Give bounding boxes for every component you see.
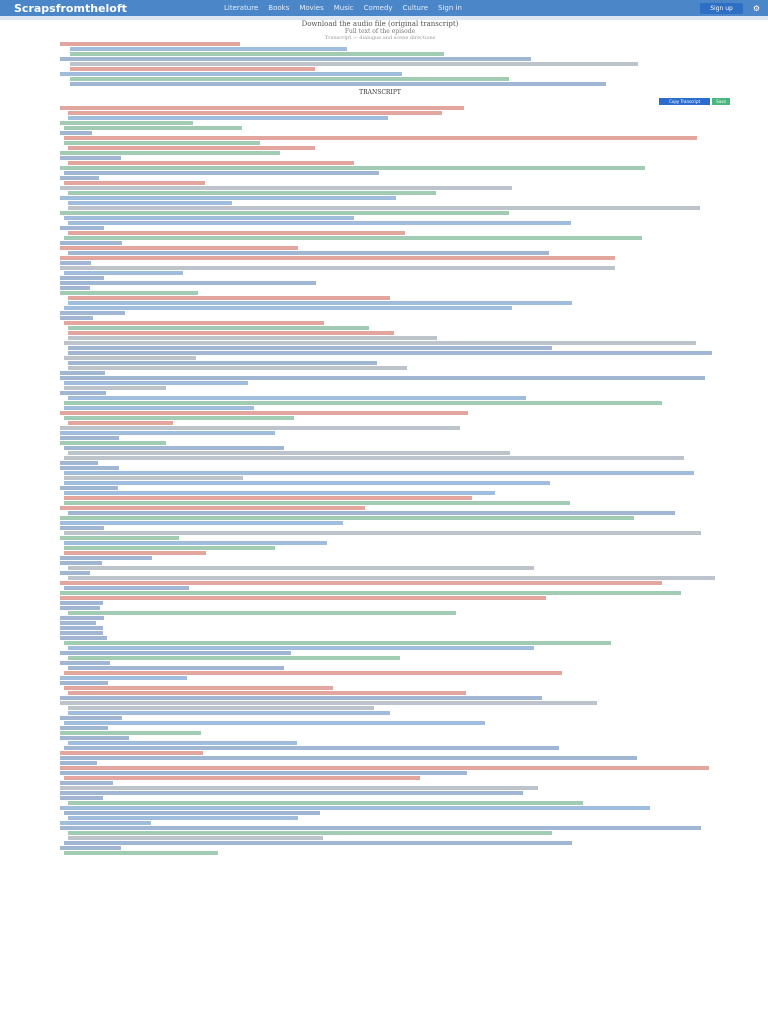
transcript-line [60, 786, 538, 790]
transcript-line [68, 111, 442, 115]
copy-transcript-button[interactable]: Copy Transcript [659, 98, 710, 105]
transcript-line [60, 441, 166, 445]
transcript-line [60, 151, 280, 155]
transcript-line [60, 291, 198, 295]
speaker-header [60, 286, 90, 290]
article-title: Download the audio file (original transcript) [301, 20, 459, 28]
transcript-line [68, 396, 526, 400]
save-button[interactable]: Save [712, 98, 730, 105]
transcript-line [60, 186, 512, 190]
speaker-header [60, 571, 90, 575]
transcript-line [64, 551, 206, 555]
transcript-line [64, 686, 333, 690]
speaker-header [60, 486, 118, 490]
article-content [30, 20, 730, 1024]
transcript-line [64, 546, 275, 550]
transcript-line [60, 166, 645, 170]
speaker-header [60, 606, 100, 610]
transcript-line [64, 446, 284, 450]
transcript-line [60, 431, 275, 435]
transcript-heading: TRANSCRIPT [359, 89, 401, 96]
transcript-line [60, 42, 240, 46]
transcript-line [60, 211, 509, 215]
transcript-line [68, 611, 456, 615]
transcript-line [60, 826, 701, 830]
transcript-line [60, 266, 615, 270]
speaker-header [60, 636, 107, 640]
speaker-header [60, 796, 103, 800]
transcript-line [68, 741, 297, 745]
speaker-header [60, 311, 125, 315]
speaker-header [60, 761, 97, 765]
transcript-line [60, 516, 634, 520]
transcript-line [68, 231, 405, 235]
transcript-line [60, 57, 531, 61]
transcript-line [64, 841, 572, 845]
transcript-line [64, 236, 642, 240]
transcript-line [70, 67, 315, 71]
transcript-line [64, 401, 662, 405]
nav-item-culture[interactable]: Culture [402, 4, 429, 12]
transcript-line [68, 201, 232, 205]
transcript-line [64, 456, 684, 460]
speaker-header [60, 391, 106, 395]
transcript-line [68, 116, 388, 120]
speaker-header [60, 371, 105, 375]
transcript-line [70, 62, 638, 66]
transcript-line [64, 641, 611, 645]
speaker-header [60, 726, 108, 730]
transcript-line [64, 776, 420, 780]
site-logo[interactable]: Scrapsfromtheloft [14, 1, 127, 15]
transcript-line [60, 696, 542, 700]
transcript-line [68, 326, 369, 330]
nav-item-comedy[interactable]: Comedy [363, 4, 393, 12]
transcript-line [64, 476, 243, 480]
transcript-line [60, 256, 615, 260]
speaker-header [60, 661, 110, 665]
nav-item-movies[interactable]: Movies [299, 4, 324, 12]
transcript-line [60, 591, 681, 595]
speaker-header [60, 631, 103, 635]
transcript-line [68, 816, 298, 820]
transcript-line [64, 271, 183, 275]
transcript-line [60, 106, 464, 110]
transcript-line [60, 806, 650, 810]
transcript-line [68, 421, 173, 425]
transcript-line [68, 801, 583, 805]
transcript-line [60, 426, 460, 430]
speaker-header [60, 436, 119, 440]
transcript-upper [30, 42, 730, 86]
transcript-line [68, 206, 700, 210]
speaker-header [60, 466, 119, 470]
speaker-header [60, 716, 122, 720]
transcript-line [68, 191, 436, 195]
speaker-header [60, 736, 129, 740]
signup-button[interactable]: Sign up [700, 3, 743, 14]
speaker-header [60, 176, 99, 180]
transcript-line [64, 496, 472, 500]
transcript-line [70, 82, 606, 86]
transcript-line [60, 651, 291, 655]
transcript-line [60, 766, 709, 770]
nav-item-music[interactable]: Music [333, 4, 354, 12]
transcript-line [68, 691, 466, 695]
transcript-line [64, 541, 327, 545]
transcript-line [64, 481, 550, 485]
transcript-line [64, 181, 205, 185]
transcript-actions [30, 98, 730, 105]
speaker-header [60, 616, 104, 620]
speaker-header [60, 621, 96, 625]
speaker-header [60, 626, 103, 630]
transcript-line [64, 216, 354, 220]
transcript-line [70, 77, 509, 81]
transcript-line [64, 406, 254, 410]
transcript-line [60, 246, 298, 250]
transcript-line [60, 581, 662, 585]
transcript-line [68, 346, 552, 350]
transcript-line [60, 791, 523, 795]
transcript-line [68, 251, 549, 255]
transcript-line [64, 321, 324, 325]
transcript-line [60, 411, 468, 415]
transcript-line [60, 821, 151, 825]
transcript-line [70, 52, 444, 56]
speaker-header [60, 156, 121, 160]
transcript-line [64, 531, 701, 535]
speaker-header [60, 561, 102, 565]
transcript-line [60, 196, 396, 200]
transcript-line [60, 72, 402, 76]
transcript-line [64, 416, 294, 420]
transcript-line [68, 511, 675, 515]
transcript-line [68, 296, 390, 300]
transcript-line [64, 501, 570, 505]
transcript-line [60, 756, 637, 760]
transcript-line [64, 306, 512, 310]
transcript-line [68, 361, 377, 365]
transcript-line [68, 576, 715, 580]
transcript-line [64, 811, 320, 815]
speaker-header [60, 241, 122, 245]
transcript-line [68, 351, 712, 355]
transcript-line [70, 47, 347, 51]
gear-icon[interactable]: ⚙ [752, 3, 760, 13]
transcript-line [64, 671, 562, 675]
transcript-line [64, 721, 485, 725]
transcript-line [60, 121, 193, 125]
transcript-line [60, 751, 203, 755]
transcript-line [64, 851, 218, 855]
nav-item-literature[interactable]: Literature [224, 4, 259, 12]
transcript-line [68, 146, 315, 150]
transcript-line [64, 136, 697, 140]
transcript-line [64, 491, 495, 495]
nav-item-signin[interactable]: Sign in [438, 4, 462, 12]
speaker-header [60, 526, 104, 530]
transcript-line [60, 731, 201, 735]
speaker-header [60, 131, 92, 135]
speaker-header [60, 781, 113, 785]
transcript-line [68, 336, 437, 340]
transcript-line [68, 711, 390, 715]
transcript-line [64, 586, 189, 590]
transcript-line [60, 521, 343, 525]
transcript-line [68, 451, 510, 455]
transcript-line [64, 471, 694, 475]
transcript-line [64, 356, 196, 360]
article-subtitle: Full text of the episode [344, 28, 416, 35]
transcript-line [68, 566, 534, 570]
transcript-line [68, 161, 354, 165]
transcript-line [64, 386, 166, 390]
speaker-header [60, 461, 98, 465]
transcript-line [64, 341, 696, 345]
transcript-line [68, 656, 400, 660]
main-nav [224, 4, 462, 12]
transcript-line [68, 366, 407, 370]
speaker-header [60, 226, 104, 230]
speaker-header [60, 601, 103, 605]
transcript-line [60, 556, 152, 560]
transcript-line [68, 666, 284, 670]
transcript-line [68, 331, 394, 335]
transcript-line [60, 536, 179, 540]
speaker-header [60, 316, 93, 320]
speaker-header [60, 846, 121, 850]
transcript-body [30, 106, 730, 855]
transcript-line [64, 381, 248, 385]
transcript-line [60, 701, 597, 705]
article-info: Transcript — dialogue and scene directions [324, 35, 436, 41]
transcript-line [68, 646, 534, 650]
nav-item-books[interactable]: Books [268, 4, 290, 12]
transcript-line [68, 301, 572, 305]
speaker-header [60, 276, 104, 280]
transcript-line [64, 126, 242, 130]
transcript-line [60, 771, 467, 775]
top-navigation-bar [0, 0, 768, 16]
transcript-line [60, 281, 316, 285]
transcript-line [68, 831, 552, 835]
transcript-line [64, 141, 260, 145]
transcript-line [68, 706, 374, 710]
transcript-line [60, 596, 546, 600]
transcript-line [60, 376, 705, 380]
transcript-line [64, 171, 379, 175]
speaker-header [60, 681, 108, 685]
transcript-line [60, 506, 365, 510]
transcript-line [68, 221, 571, 225]
transcript-line [64, 746, 559, 750]
speaker-header [60, 261, 91, 265]
transcript-line [68, 836, 323, 840]
transcript-line [60, 676, 187, 680]
